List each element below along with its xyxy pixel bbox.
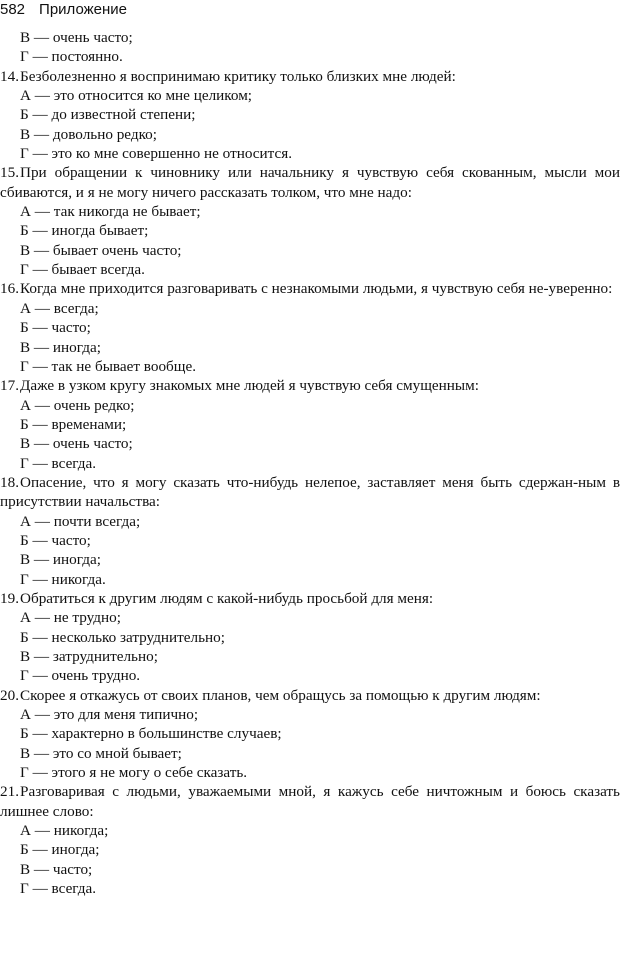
answer-option: А — почти всегда; [20,512,141,530]
answer-option: Г — всегда. [20,454,97,472]
question-list [0,67,620,899]
question [0,67,620,86]
answer-option: В — очень часто; [20,435,133,453]
answer-option: Б — часто; [20,319,91,337]
question-number: 18. [0,473,19,491]
answer-option: А — никогда; [20,822,109,840]
carryover-answers [0,28,620,67]
answer-option: Б — характерно в большинстве случаев; [20,725,282,743]
answer-option: В — довольно редко; [20,125,157,143]
answer-option: В — это со мной бывает; [20,744,182,762]
question-text: Скорее я откажусь от своих планов, чем обращусь за помощью к другим людям: [20,686,541,704]
answer-option: Б — иногда; [20,841,100,859]
answer-option: Г — очень трудно. [20,667,141,685]
question [0,376,620,395]
answer-option: А — это для меня типично; [20,706,199,724]
question [0,473,620,512]
answer-option: В — иногда; [20,338,101,356]
answer-option: Б — временами; [20,415,127,433]
answer-option: А — так никогда не бывает; [20,203,201,221]
question-text: Разговаривая с людьми, уважаемыми мной, я кажусь себе ничтожным и боюсь сказать лишнее слово: [0,783,620,820]
answer-option: А — это относится ко мне целиком; [20,87,253,105]
answer-option: В — часто; [20,860,93,878]
answer-option: В — очень часто; [20,29,133,46]
question-block [0,589,620,686]
question-block [0,686,620,783]
answer-option: Б — до известной степени; [20,106,196,124]
question-number: 16. [0,280,19,298]
question-text: Обратиться к другим людям с какой-нибудь просьбой для меня: [20,589,434,607]
page-header [0,0,127,24]
question-number: 19. [0,589,19,607]
answer-option: Г — это ко мне совершенно не относится. [20,145,293,163]
question-text: Даже в узком кругу знакомых мне людей я чувствую себя смущенным: [20,377,479,395]
answer-option: Г — бывает всегда. [20,261,145,279]
answer-option: Г — никогда. [20,570,106,588]
answer-option: Б — часто; [20,531,91,549]
question-number: 14. [0,67,19,85]
answer-option: А — не трудно; [20,609,121,627]
question-text: Опасение, что я могу сказать что-нибудь нелепое, заставляет меня быть сдержан-ным в присутствии начальства: [0,473,620,511]
question-number: 17. [0,377,19,395]
question-text: Безболезненно я воспринимаю критику только близких мне людей: [20,67,456,85]
page-number: 582 [0,1,26,18]
question-block [0,163,620,279]
question-block [0,279,620,376]
answer-option: А — очень редко; [20,396,135,414]
question-number: 20. [0,686,19,704]
question-block [0,376,620,473]
question-block [0,782,620,898]
page-content [0,28,620,898]
question [0,686,620,705]
answer-option: Г — всегда. [20,880,97,898]
answer-option: В — бывает очень часто; [20,241,182,259]
question-number: 21. [0,783,19,801]
question [0,782,620,821]
answer-option: В — затруднительно; [20,648,158,665]
question-text: Когда мне приходится разговаривать с незнакомыми людьми, я чувствую себя не-уверенно: [20,280,613,298]
answer-option: Б — иногда бывает; [20,222,149,240]
answer-option: Б — несколько затруднительно; [20,628,225,646]
answer-option: Г — так не бывает вообще. [20,357,196,375]
answer-option: А — всегда; [20,299,99,317]
question [0,279,620,298]
question-block [0,67,620,164]
answer-option: Г — этого я не могу о себе сказать. [20,764,248,782]
question [0,163,620,202]
question-block [0,473,620,589]
answer-option: В — иногда; [20,551,101,569]
section-title: Приложение [39,1,128,18]
answer-option: Г — постоянно. [20,48,123,66]
question [0,589,620,608]
question-number: 15. [0,164,19,182]
question-text: При обращении к чиновнику или начальнику я чувствую себя скованным, мысли мои сбиваются, и я не могу ничего рассказать толком, что мне надо: [0,164,620,201]
